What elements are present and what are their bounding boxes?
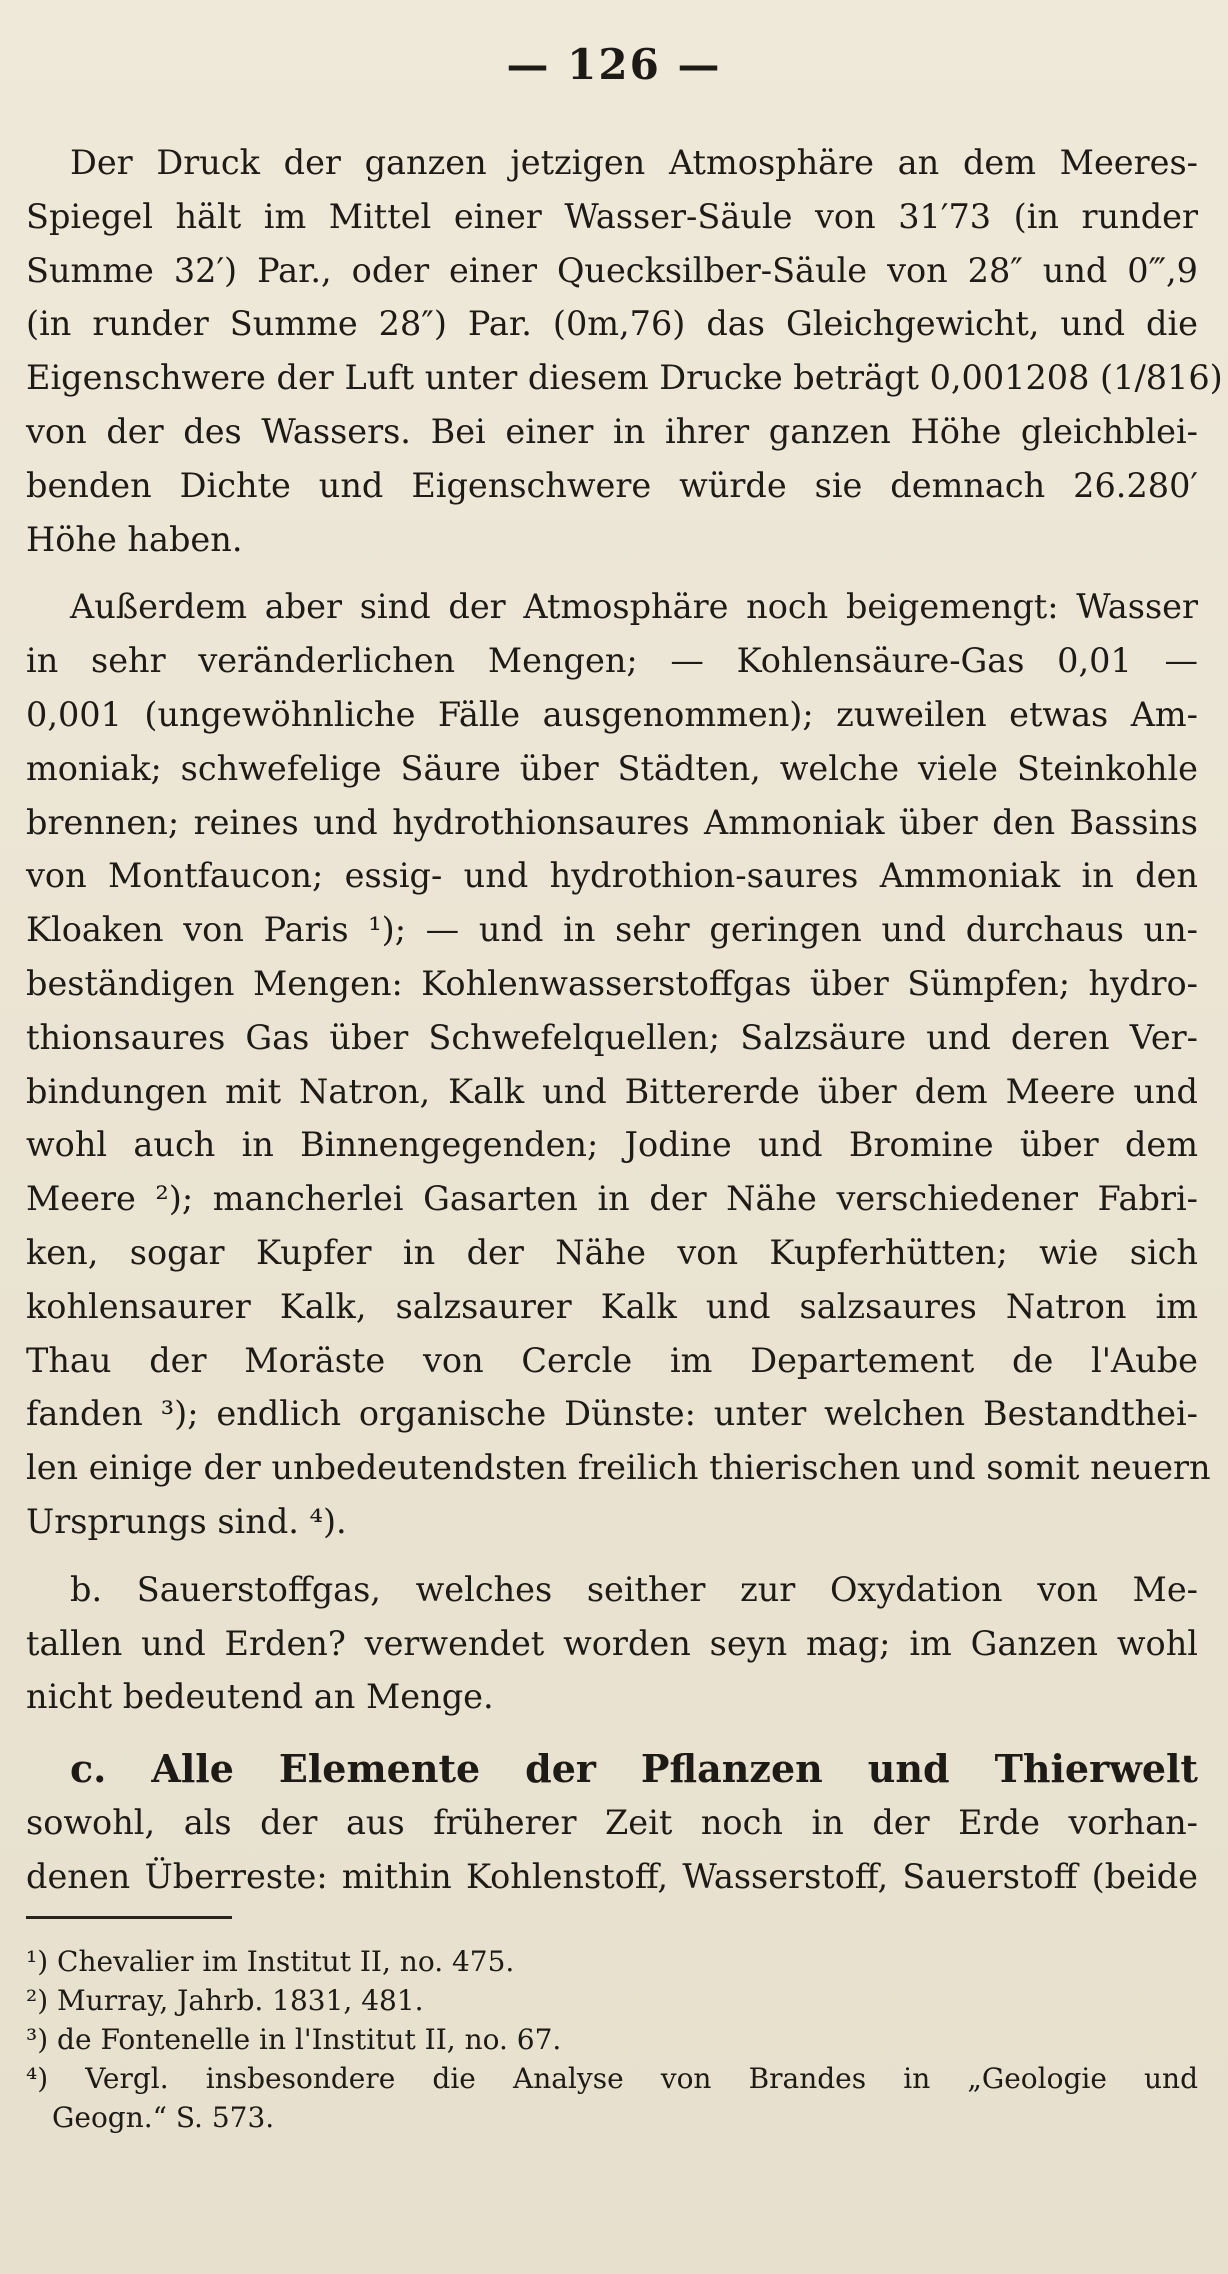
text-line: von Montfaucon; essig- und hydrothion-saures Ammoniak in den (26, 856, 1198, 896)
footnotes (26, 1942, 1198, 2137)
text-line: denen Überreste: mithin Kohlenstoff, Wasserstoff, Sauerstoff (beide (26, 1856, 1198, 1896)
text-line: Ursprungs sind. ⁴). (26, 1501, 347, 1541)
text-line: 0,001 (ungewöhnliche Fälle ausgenommen); zuweilen etwas Am- (26, 694, 1198, 734)
text-line: fanden ³); endlich organische Dünste: unter welchen Bestandthei- (26, 1394, 1198, 1434)
text-line: Kloaken von Paris ¹); — und in sehr geringen und durchaus un- (26, 910, 1198, 950)
footnote-4-continued: Geogn.“ S. 573. (52, 2101, 275, 2134)
footnote-2: ²) Murray, Jahrb. 1831, 481. (26, 1984, 424, 2017)
text-line: thionsaures Gas über Schwefelquellen; Salzsäure und deren Ver- (26, 1017, 1198, 1057)
text-line: tallen und Erden? verwendet worden seyn mag; im Ganzen wohl (26, 1623, 1198, 1663)
text-line: benden Dichte und Eigenschwere würde sie demnach 26.280′ (26, 465, 1198, 505)
text-line: Höhe haben. (26, 519, 243, 559)
page-number: — 126 — (506, 40, 722, 89)
text-line: brennen; reines und hydrothionsaures Ammoniak über den Bassins (26, 802, 1198, 842)
text-line: Meere ²); mancherlei Gasarten in der Nähe verschiedener Fabri- (26, 1179, 1198, 1219)
text-line: Thau der Moräste von Cercle im Departement de l'Aube (26, 1340, 1198, 1380)
footnote-divider (26, 1916, 232, 1919)
footnote-4: ⁴) Vergl. insbesondere die Analyse von Brandes in „Geologie und (26, 2062, 1198, 2095)
paragraph-oxygen (26, 1563, 1198, 1724)
text-line: Summe 32′) Par., oder einer Quecksilber-Säule von 28″ und 0‴,9 (26, 250, 1198, 290)
body-text (26, 136, 1223, 1904)
text-line: Der Druck der ganzen jetzigen Atmosphäre an dem Meeres- (70, 143, 1198, 182)
text-line: wohl auch in Binnengegenden; Jodine und Bromine über dem (26, 1125, 1198, 1165)
text-line: bindungen mit Natron, Kalk und Bittererde über dem Meere und (26, 1071, 1198, 1111)
text-line: sowohl, als der aus früherer Zeit noch in der Erde vorhan- (26, 1802, 1198, 1842)
section-heading: c. Alle Elemente der Pflanzen und Thierwelt (70, 1746, 1198, 1792)
text-line: len einige der unbedeutendsten freilich thierischen und somit neuern (26, 1448, 1211, 1488)
paragraph-elements (26, 1742, 1198, 1903)
footnote-1: ¹) Chevalier im Institut II, no. 475. (26, 1945, 515, 1978)
text-line: moniak; schwefelige Säure über Städten, welche viele Steinkohle (26, 748, 1198, 788)
paragraph-air-pressure (26, 136, 1223, 566)
text-line: b. Sauerstoffgas, welches seither zur Oxydation von Me- (70, 1569, 1198, 1609)
text-line: (in runder Summe 28″) Par. (0m,76) das Gleichgewicht, und die (26, 304, 1198, 344)
text-line: beständigen Mengen: Kohlenwasserstoffgas über Sümpfen; hydro- (26, 963, 1198, 1003)
footnote-3: ³) de Fontenelle in l'Institut II, no. 67. (26, 2023, 562, 2056)
paragraph-admixtures (26, 580, 1211, 1548)
text-line: Spiegel hält im Mittel einer Wasser-Säule von 31′73 (in runder (26, 196, 1198, 236)
text-line: kohlensaurer Kalk, salzsaurer Kalk und salzsaures Natron im (26, 1286, 1198, 1326)
text-line: von der des Wassers. Bei einer in ihrer ganzen Höhe gleichblei- (26, 411, 1198, 451)
text-line: nicht bedeutend an Menge. (26, 1677, 494, 1717)
text-line: in sehr veränderlichen Mengen; — Kohlensäure-Gas 0,01 — (26, 641, 1198, 681)
text-line: ken, sogar Kupfer in der Nähe von Kupferhütten; wie sich (26, 1232, 1198, 1272)
text-line: Außerdem aber sind der Atmosphäre noch beigemengt: Wasser (70, 587, 1198, 627)
text-line: Eigenschwere der Luft unter diesem Drucke beträgt 0,001208 (1/816) (26, 358, 1223, 398)
